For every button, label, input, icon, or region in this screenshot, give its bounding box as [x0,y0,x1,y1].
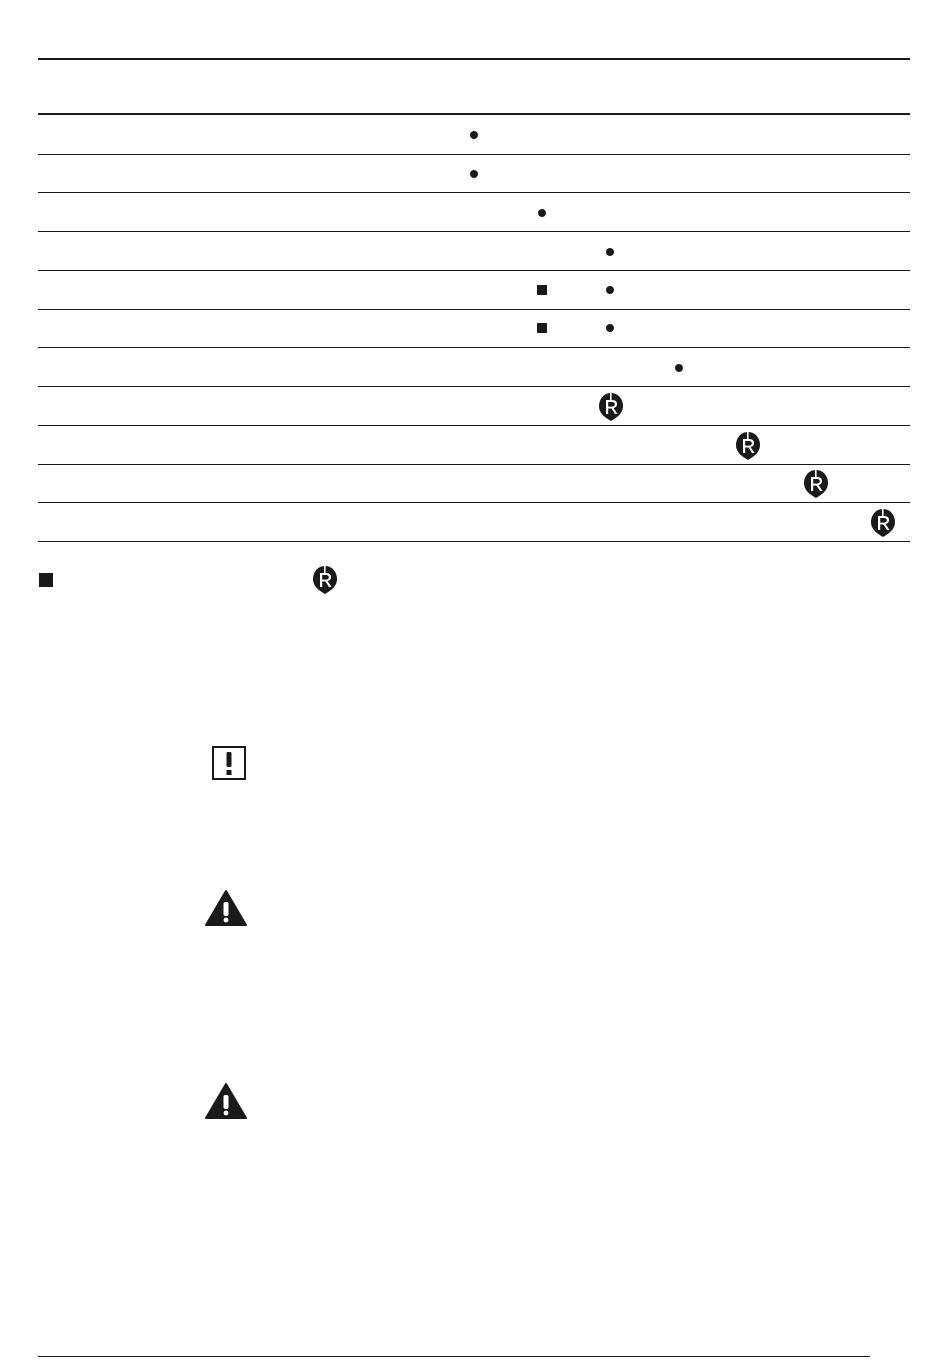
table-row-3-dot-mark [538,209,546,217]
warning-triangle-icon [205,1082,247,1120]
row-divider [38,309,910,310]
row-divider [38,231,910,232]
table-row-8-r-logo-icon [598,392,624,422]
row-divider [38,425,910,426]
footer-rule [38,1356,870,1357]
table-row-7-dot-mark [675,364,683,372]
table-row-11-r-logo-icon [870,508,896,538]
exclamation-box-icon [212,746,246,780]
table-row-5-square-mark [537,285,547,295]
row-divider [38,347,910,348]
row-divider [38,270,910,271]
legend-r-logo-icon [312,565,338,595]
row-divider [38,464,910,465]
table-row-6-square-mark [537,323,547,333]
table-top-rule [38,58,910,60]
legend-square-icon [39,573,53,587]
table-row-9-r-logo-icon [735,431,761,461]
table-row-1-dot-mark [470,131,478,139]
table-bottom-rule [38,541,910,542]
table-row-2-dot-mark [470,170,478,178]
row-divider [38,502,910,503]
row-divider [38,386,910,387]
table-row-10-r-logo-icon [803,469,829,499]
table-row-5-dot-mark [606,286,614,294]
row-divider [38,192,910,193]
row-divider [38,154,910,155]
warning-triangle-icon [205,889,247,927]
table-row-6-dot-mark [606,324,614,332]
table-header-rule [38,113,910,115]
table-row-4-dot-mark [606,248,614,256]
